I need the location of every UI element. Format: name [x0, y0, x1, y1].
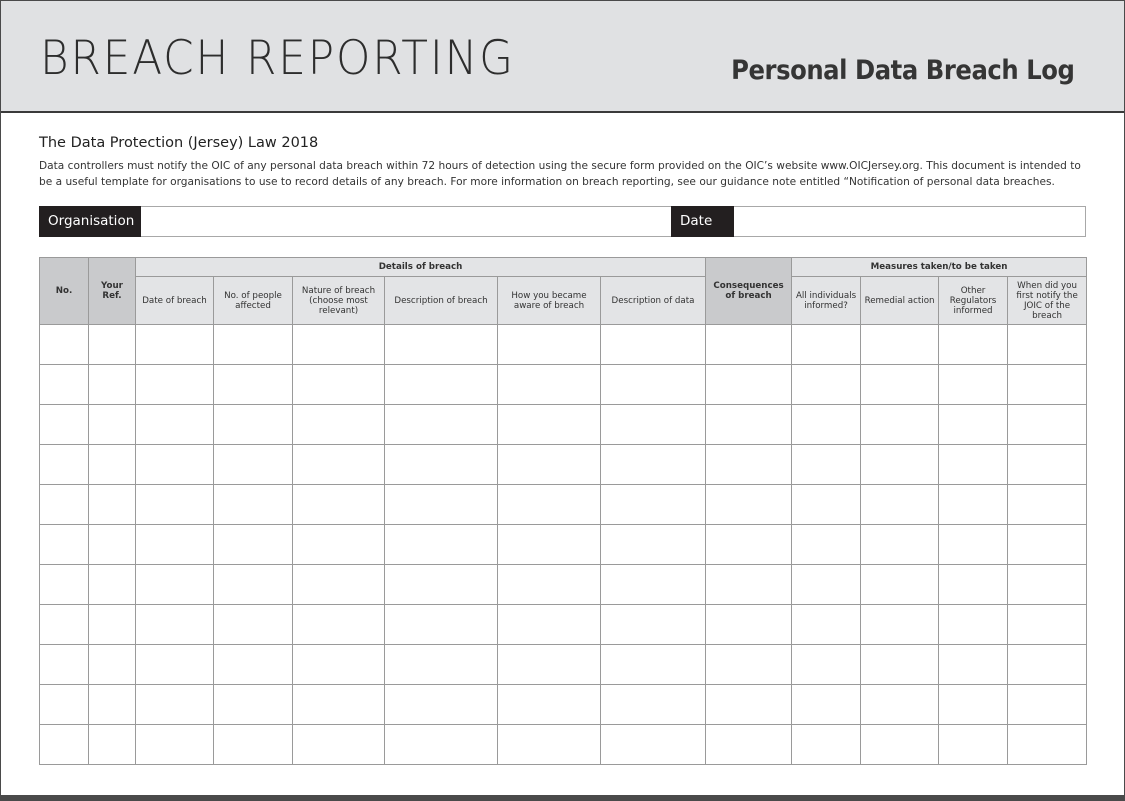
table-row	[40, 445, 1087, 485]
table-cell[interactable]	[861, 525, 939, 565]
header-your-ref: Your Ref.	[89, 258, 136, 325]
table-cell[interactable]	[498, 605, 601, 645]
table-cell[interactable]	[601, 525, 706, 565]
table-row	[40, 405, 1087, 445]
table-cell[interactable]	[861, 325, 939, 365]
table-cell[interactable]	[498, 325, 601, 365]
table-cell[interactable]	[89, 405, 136, 445]
table-cell[interactable]	[136, 605, 214, 645]
table-cell[interactable]	[40, 445, 89, 485]
table-cell[interactable]	[792, 365, 861, 405]
table-row	[40, 685, 1087, 725]
header-consequences: Consequences of breach	[706, 258, 792, 325]
table-row	[40, 645, 1087, 685]
table-cell[interactable]	[1008, 485, 1087, 525]
table-cell[interactable]	[1008, 605, 1087, 645]
table-cell[interactable]	[293, 445, 385, 485]
table-cell[interactable]	[89, 525, 136, 565]
table-cell[interactable]	[706, 645, 792, 685]
table-cell[interactable]	[861, 605, 939, 645]
table-row	[40, 325, 1087, 365]
table-cell[interactable]	[136, 725, 214, 765]
table-cell[interactable]	[40, 645, 89, 685]
table-cell[interactable]	[89, 365, 136, 405]
table-cell[interactable]	[792, 605, 861, 645]
table-cell[interactable]	[214, 565, 293, 605]
table-cell[interactable]	[1008, 405, 1087, 445]
table-row	[40, 605, 1087, 645]
table-cell[interactable]	[136, 485, 214, 525]
table-cell[interactable]	[601, 325, 706, 365]
table-cell[interactable]	[861, 565, 939, 605]
table-cell[interactable]	[792, 565, 861, 605]
law-title: The Data Protection (Jersey) Law 2018	[39, 135, 319, 151]
date-label: Date	[671, 206, 734, 237]
table-cell[interactable]	[214, 365, 293, 405]
table-cell[interactable]	[861, 405, 939, 445]
table-cell[interactable]	[136, 405, 214, 445]
table-cell[interactable]	[40, 725, 89, 765]
page-header	[1, 1, 1124, 113]
table-cell[interactable]	[939, 365, 1008, 405]
table-cell[interactable]	[706, 405, 792, 445]
table-cell[interactable]	[498, 645, 601, 685]
table-cell[interactable]	[136, 325, 214, 365]
table-row	[40, 525, 1087, 565]
table-cell[interactable]	[939, 485, 1008, 525]
table-cell[interactable]	[214, 485, 293, 525]
table-cell[interactable]	[385, 685, 498, 725]
table-cell[interactable]	[498, 565, 601, 605]
table-cell[interactable]	[385, 485, 498, 525]
table-cell[interactable]	[214, 525, 293, 565]
breach-log-table	[39, 257, 1087, 765]
header-no: No.	[40, 258, 89, 325]
table-cell[interactable]	[792, 525, 861, 565]
organisation-date-row	[39, 206, 1086, 237]
table-cell[interactable]	[385, 405, 498, 445]
table-cell[interactable]	[601, 365, 706, 405]
organisation-label: Organisation	[39, 206, 141, 237]
table-row	[40, 365, 1087, 405]
table-cell[interactable]	[385, 325, 498, 365]
table-cell[interactable]	[861, 365, 939, 405]
table-cell[interactable]	[939, 605, 1008, 645]
table-cell[interactable]	[792, 685, 861, 725]
table-cell[interactable]	[214, 685, 293, 725]
table-cell[interactable]	[861, 685, 939, 725]
table-cell[interactable]	[498, 405, 601, 445]
table-cell[interactable]	[385, 565, 498, 605]
table-cell[interactable]	[40, 525, 89, 565]
table-cell[interactable]	[214, 725, 293, 765]
table-cell[interactable]	[792, 445, 861, 485]
table-cell[interactable]	[214, 605, 293, 645]
table-cell[interactable]	[498, 365, 601, 405]
table-cell[interactable]	[1008, 685, 1087, 725]
table-cell[interactable]	[89, 645, 136, 685]
table-cell[interactable]	[601, 565, 706, 605]
table-cell[interactable]	[792, 485, 861, 525]
table-cell[interactable]	[293, 565, 385, 605]
table-cell[interactable]	[939, 525, 1008, 565]
table-cell[interactable]	[939, 405, 1008, 445]
table-cell[interactable]	[293, 325, 385, 365]
table-cell[interactable]	[1008, 365, 1087, 405]
table-cell[interactable]	[498, 525, 601, 565]
date-field[interactable]	[734, 207, 1085, 236]
table-cell[interactable]	[939, 685, 1008, 725]
table-cell[interactable]	[136, 685, 214, 725]
table-cell[interactable]	[706, 605, 792, 645]
table-cell[interactable]	[293, 725, 385, 765]
table-cell[interactable]	[40, 325, 89, 365]
table-cell[interactable]	[498, 685, 601, 725]
table-cell[interactable]	[861, 645, 939, 685]
table-cell[interactable]	[89, 725, 136, 765]
header-measures-taken: Measures taken/to be taken	[792, 258, 1087, 277]
header-description-of-data: Description of data	[601, 277, 706, 325]
header-description-of-breach: Description of breach	[385, 277, 498, 325]
header-how-aware: How you became aware of breach	[498, 277, 601, 325]
table-cell[interactable]	[861, 725, 939, 765]
organisation-field[interactable]	[141, 207, 671, 236]
table-cell[interactable]	[40, 485, 89, 525]
table-cell[interactable]	[792, 645, 861, 685]
table-cell[interactable]	[939, 565, 1008, 605]
table-cell[interactable]	[1008, 525, 1087, 565]
table-cell[interactable]	[939, 645, 1008, 685]
table-cell[interactable]	[385, 365, 498, 405]
table-cell[interactable]	[89, 605, 136, 645]
table-cell[interactable]	[1008, 325, 1087, 365]
breach-log-body	[40, 325, 1087, 765]
table-cell[interactable]	[601, 445, 706, 485]
table-cell[interactable]	[293, 405, 385, 445]
table-cell[interactable]	[792, 725, 861, 765]
table-cell[interactable]	[601, 645, 706, 685]
table-cell[interactable]	[1008, 645, 1087, 685]
table-cell[interactable]	[706, 725, 792, 765]
table-cell[interactable]	[861, 445, 939, 485]
header-joic-notified: When did you first notify the JOIC of the breach	[1008, 277, 1087, 325]
table-cell[interactable]	[706, 325, 792, 365]
table-cell[interactable]	[293, 605, 385, 645]
table-cell[interactable]	[706, 685, 792, 725]
table-cell[interactable]	[498, 445, 601, 485]
intro-paragraph: Data controllers must notify the OIC of any personal data breach within 72 hours of detection using the secure form provided on the OIC’s website www.OICJersey.org. This document is intended to be a useful template for organisations to use to record details of any breach. For more information on breach reporting, see our guidance note entitled “Notification of personal data breaches.	[39, 160, 1081, 188]
table-cell[interactable]	[385, 605, 498, 645]
page-title: BREACH REPORTING	[40, 31, 515, 86]
header-individuals-informed: All individuals informed?	[792, 277, 861, 325]
table-cell[interactable]	[293, 685, 385, 725]
table-cell[interactable]	[601, 485, 706, 525]
table-cell[interactable]	[706, 365, 792, 405]
table-cell[interactable]	[89, 445, 136, 485]
table-row	[40, 485, 1087, 525]
table-cell[interactable]	[214, 445, 293, 485]
header-nature-of-breach: Nature of breach (choose most relevant)	[293, 277, 385, 325]
table-cell[interactable]	[385, 725, 498, 765]
table-cell[interactable]	[89, 325, 136, 365]
table-row	[40, 565, 1087, 605]
table-cell[interactable]	[214, 645, 293, 685]
table-cell[interactable]	[136, 365, 214, 405]
table-cell[interactable]	[861, 485, 939, 525]
table-cell[interactable]	[136, 445, 214, 485]
table-cell[interactable]	[214, 325, 293, 365]
table-cell[interactable]	[601, 725, 706, 765]
table-cell[interactable]	[385, 525, 498, 565]
table-cell[interactable]	[293, 525, 385, 565]
table-cell[interactable]	[136, 565, 214, 605]
table-cell[interactable]	[136, 645, 214, 685]
table-cell[interactable]	[498, 485, 601, 525]
table-cell[interactable]	[792, 325, 861, 365]
table-row	[40, 725, 1087, 765]
table-cell[interactable]	[498, 725, 601, 765]
table-cell[interactable]	[939, 725, 1008, 765]
table-cell[interactable]	[792, 405, 861, 445]
table-cell[interactable]	[136, 525, 214, 565]
header-other-regulators: Other Regulators informed	[939, 277, 1008, 325]
header-details-of-breach: Details of breach	[136, 258, 706, 277]
table-cell[interactable]	[293, 645, 385, 685]
table-cell[interactable]	[1008, 445, 1087, 485]
header-people-affected: No. of people affected	[214, 277, 293, 325]
table-cell[interactable]	[40, 405, 89, 445]
table-cell[interactable]	[214, 405, 293, 445]
table-cell[interactable]	[40, 565, 89, 605]
header-date-of-breach: Date of breach	[136, 277, 214, 325]
table-cell[interactable]	[706, 485, 792, 525]
table-cell[interactable]	[706, 445, 792, 485]
table-cell[interactable]	[939, 325, 1008, 365]
table-cell[interactable]	[40, 685, 89, 725]
table-cell[interactable]	[40, 605, 89, 645]
table-cell[interactable]	[89, 565, 136, 605]
table-cell[interactable]	[89, 485, 136, 525]
table-cell[interactable]	[706, 525, 792, 565]
table-cell[interactable]	[385, 445, 498, 485]
table-cell[interactable]	[385, 645, 498, 685]
table-cell[interactable]	[40, 365, 89, 405]
table-cell[interactable]	[293, 365, 385, 405]
table-cell[interactable]	[89, 685, 136, 725]
table-cell[interactable]	[706, 565, 792, 605]
page-subtitle: Personal Data Breach Log	[730, 55, 1074, 86]
table-cell[interactable]	[293, 485, 385, 525]
table-cell[interactable]	[1008, 725, 1087, 765]
table-cell[interactable]	[1008, 565, 1087, 605]
table-cell[interactable]	[601, 685, 706, 725]
document-page	[1, 1, 1124, 795]
table-cell[interactable]	[601, 405, 706, 445]
header-remedial-action: Remedial action	[861, 277, 939, 325]
table-cell[interactable]	[601, 605, 706, 645]
table-cell[interactable]	[939, 445, 1008, 485]
